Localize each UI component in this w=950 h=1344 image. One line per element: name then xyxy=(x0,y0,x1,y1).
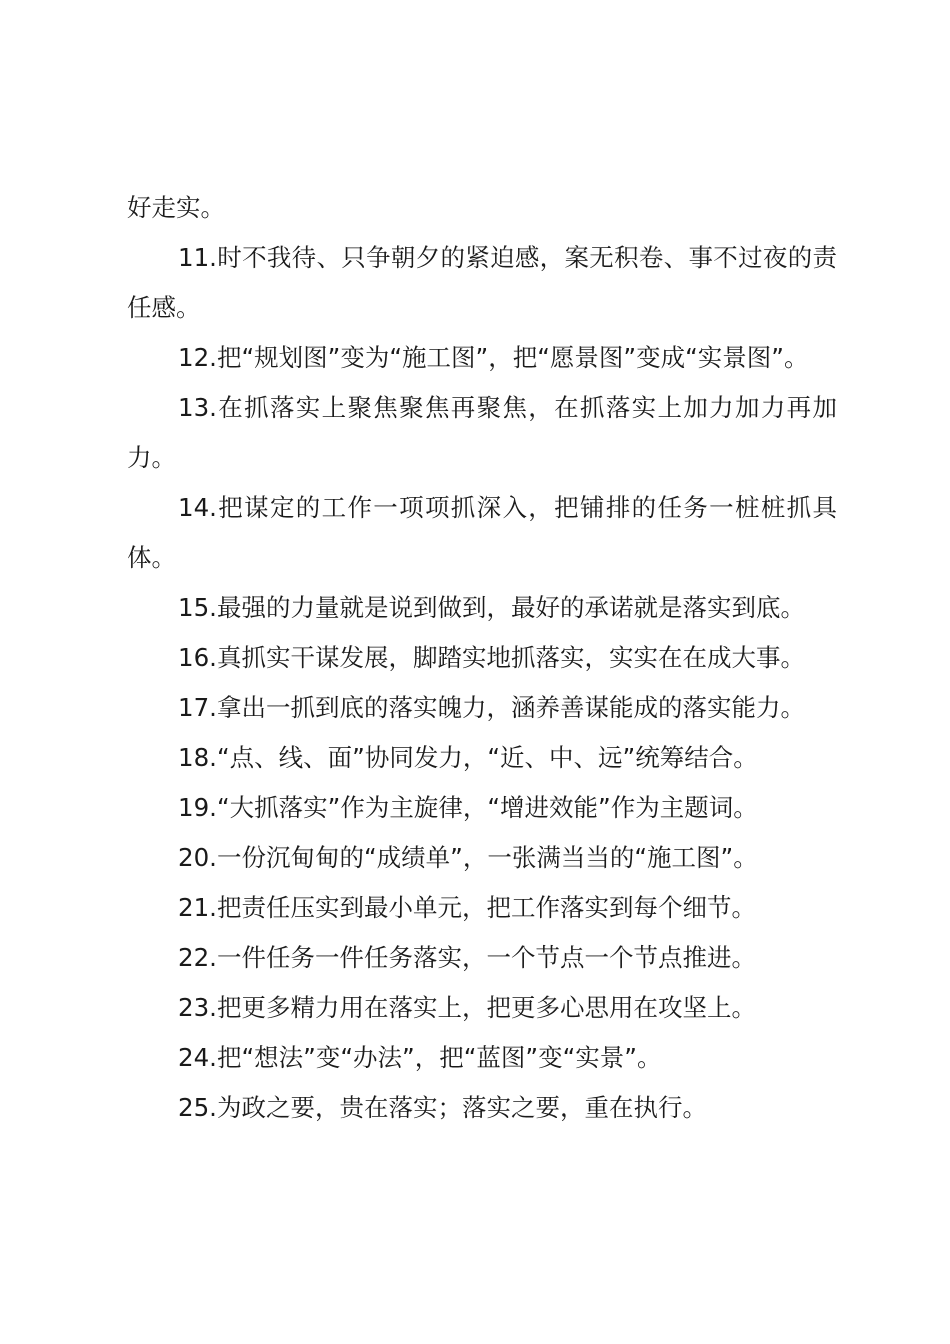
paragraph-item-23: 23.把更多精力用在落实上，把更多心思用在攻坚上。 xyxy=(178,993,756,1022)
paragraph-continuation: 好走实。 xyxy=(127,193,225,222)
paragraph-item-19: 19.“大抓落实”作为主旋律，“增进效能”作为主题词。 xyxy=(178,793,758,822)
document-body xyxy=(127,183,837,1133)
paragraph-item-16: 16.真抓实干谋发展，脚踏实地抓落实，实实在在成大事。 xyxy=(178,643,805,672)
paragraph-item-14: 14.把谋定的工作一项项抓深入，把铺排的任务一桩桩抓具体。 xyxy=(127,493,837,572)
paragraph-item-11: 11.时不我待、只争朝夕的紧迫感，案无积卷、事不过夜的责任感。 xyxy=(127,243,837,322)
paragraph-item-24: 24.把“想法”变“办法”，把“蓝图”变“实景”。 xyxy=(178,1043,662,1072)
paragraph-item-15: 15.最强的力量就是说到做到，最好的承诺就是落实到底。 xyxy=(178,593,805,622)
paragraph-item-17: 17.拿出一抓到底的落实魄力，涵养善谋能成的落实能力。 xyxy=(178,693,805,722)
paragraph-item-22: 22.一件任务一件任务落实，一个节点一个节点推进。 xyxy=(178,943,756,972)
paragraph-item-18: 18.“点、线、面”协同发力，“近、中、远”统筹结合。 xyxy=(178,743,758,772)
paragraph-item-13: 13.在抓落实上聚焦聚焦再聚焦，在抓落实上加力加力再加力。 xyxy=(127,393,837,472)
paragraph-item-21: 21.把责任压实到最小单元，把工作落实到每个细节。 xyxy=(178,893,756,922)
paragraph-item-25: 25.为政之要，贵在落实；落实之要，重在执行。 xyxy=(178,1093,707,1122)
paragraph-item-20: 20.一份沉甸甸的“成绩单”，一张满当当的“施工图”。 xyxy=(178,843,758,872)
paragraph-item-12: 12.把“规划图”变为“施工图”，把“愿景图”变成“实景图”。 xyxy=(178,343,809,372)
